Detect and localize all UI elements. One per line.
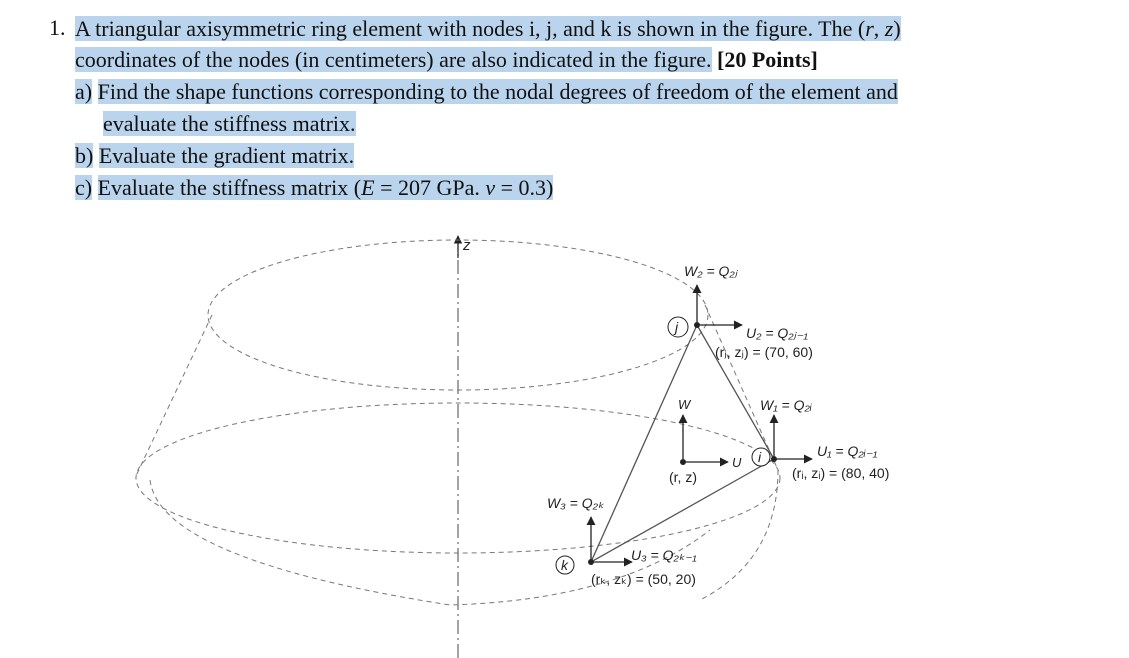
w3-label: W₃ = Q₂ₖ (547, 495, 604, 511)
part-c-text: Evaluate the stiffness matrix (E = 207 GPa. v = 0.3) (97, 175, 554, 200)
u3-label: U₃ = Q₂ₖ₋₁ (631, 547, 697, 563)
right-lower-arc (700, 470, 778, 600)
question-number: 1. (49, 15, 66, 40)
node-i-point (771, 456, 777, 462)
left-generatrix (135, 315, 212, 478)
u2-label: U₂ = Q₂ⱼ₋₁ (746, 325, 808, 341)
coord-i-label: (rᵢ, zᵢ) = (80, 40) (792, 465, 890, 481)
generic-point (680, 459, 686, 465)
part-a-text: Find the shape functions corresponding to the nodal degrees of freedom of the element and (97, 79, 898, 104)
node-k-label: k (561, 557, 568, 573)
u-generic-label: U (732, 455, 742, 470)
z-axis-label: z (463, 237, 471, 254)
node-k-point (588, 559, 594, 565)
w1-label: W₁ = Q₂ᵢ (760, 397, 812, 413)
part-a-cont-text: evaluate the stiffness matrix. (103, 111, 356, 136)
u1-label: U₁ = Q₂ᵢ₋₁ (817, 443, 878, 459)
node-j-point (694, 322, 700, 328)
part-c-label: c) (75, 175, 93, 200)
part-a-label: a) (75, 79, 93, 104)
points-label: [20 Points] (717, 47, 818, 72)
w2-label: W₂ = Q₂ⱼ (684, 263, 738, 279)
node-i-label: i (758, 449, 762, 465)
node-j-label: j (675, 319, 679, 335)
coord-k-label: (rₖ, zₖ) = (50, 20) (591, 571, 696, 587)
w-generic-label: W (678, 397, 691, 412)
part-b-text: Evaluate the gradient matrix. (98, 143, 355, 168)
question-intro: A triangular axisymmetric ring element with nodes i, j, and k is shown in the figure. The (r, z) (75, 16, 901, 41)
coord-j-label: (rⱼ, zⱼ) = (70, 60) (715, 344, 813, 360)
coord-generic-label: (r, z) (669, 469, 697, 485)
part-b-label: b) (75, 143, 94, 168)
question-coordinates: coordinates of the nodes (in centimeters) are also indicated in the figure. (75, 47, 712, 72)
